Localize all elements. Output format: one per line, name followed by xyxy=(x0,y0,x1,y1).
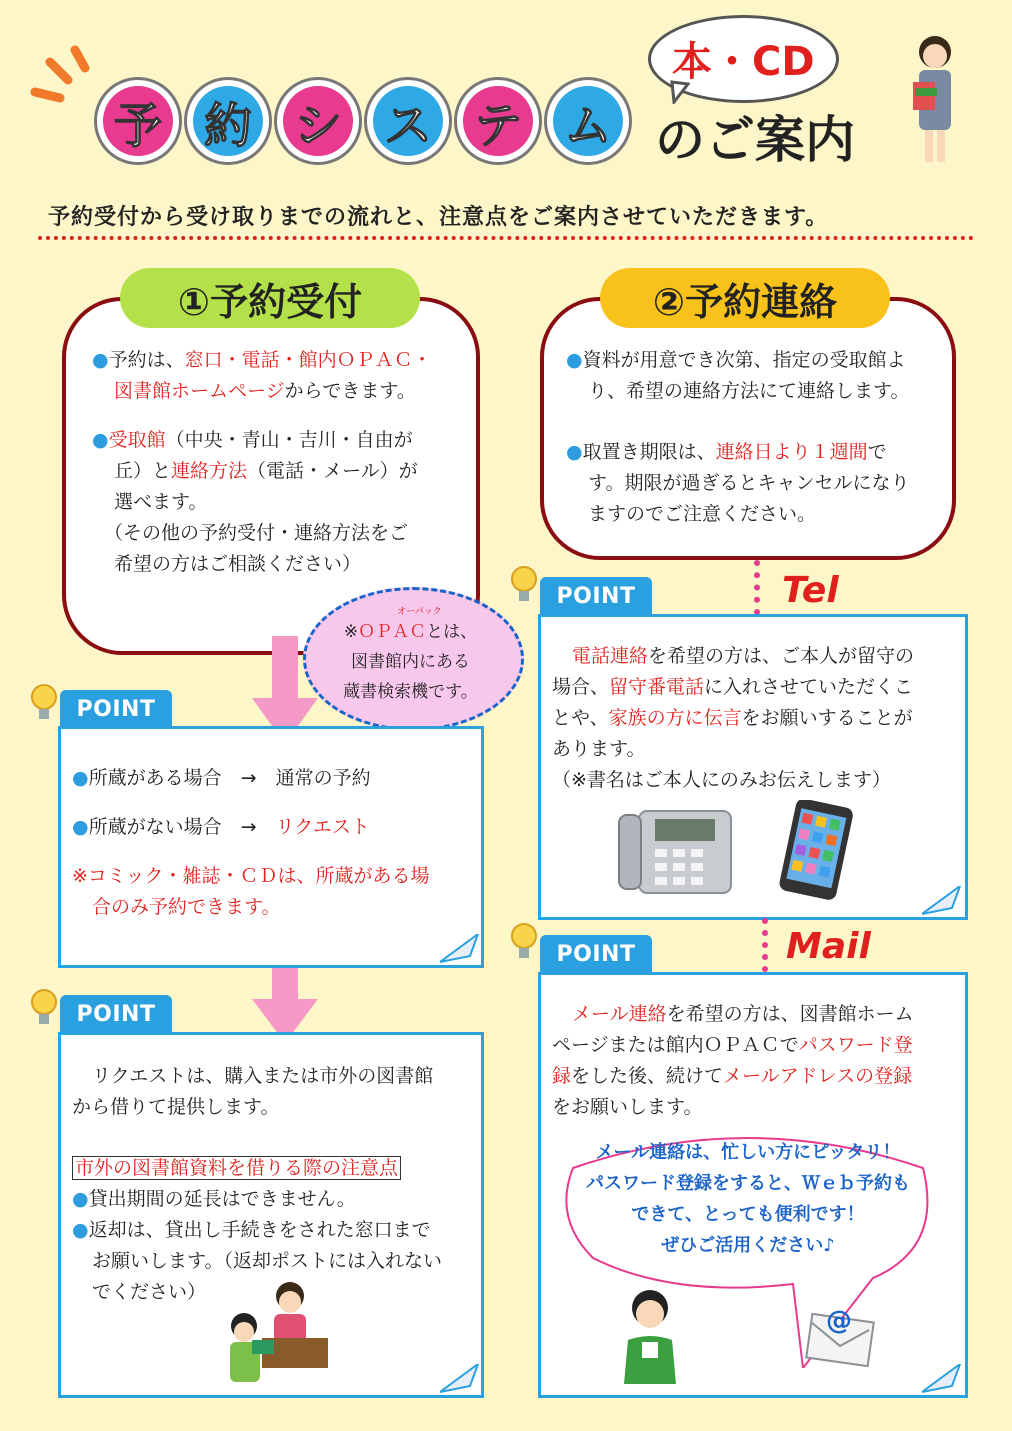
librarian-illustration xyxy=(905,30,965,170)
point1-tag: POINT xyxy=(60,690,172,728)
point2-curl xyxy=(440,1364,480,1394)
desk-phone-icon xyxy=(615,805,735,897)
point1-bulb-icon xyxy=(30,683,58,723)
mail-curl xyxy=(922,1364,962,1394)
point2-bulb-icon xyxy=(30,988,58,1028)
title-char-6: ム xyxy=(547,80,629,162)
point1-curl xyxy=(440,934,480,964)
tel-bulb-icon xyxy=(510,565,538,605)
tel-label: Tel xyxy=(782,570,839,611)
mail-tag: POINT xyxy=(540,935,652,973)
tel-curl xyxy=(922,886,962,916)
title-char-5: テ xyxy=(457,80,539,162)
point1-text: ●所蔵がある場合 → 通常の予約 ●所蔵がない場合 → リクエスト ※コミック・雑誌・ＣＤは、所蔵がある場 合のみ予約できます。 xyxy=(72,767,430,918)
point2-tag: POINT xyxy=(60,995,172,1033)
mail-speech-text: メール連絡は、忙しい方にピッタリ！ パスワード登録をすると、Ｗｅｂ予約も できて、とっても便利です！ ぜひご活用ください♪ xyxy=(586,1142,910,1256)
mail-label: Mail xyxy=(786,926,871,967)
title-burst xyxy=(30,40,100,110)
tel-dots xyxy=(754,560,766,615)
title-char-3: シ xyxy=(277,80,359,162)
counter-illustration xyxy=(222,1278,330,1388)
opac-note-text: オーパック ※ＯＰＡＣとは、 図書館内にある 蔵書検索機です。 xyxy=(343,607,478,702)
tel-tag: POINT xyxy=(540,577,652,615)
divider xyxy=(38,236,974,240)
mail-text: メール連絡を希望の方は、図書館ホーム ページまたは館内ＯＰＡＣでパスワード登 録をした後、続けてメールアドレスの登録 をお願いします。 xyxy=(552,1003,914,1118)
title-char-4: ス xyxy=(367,80,449,162)
section2-header: ②予約連絡 xyxy=(600,268,890,328)
tel-text: 電話連絡を希望の方は、ご本人が留守の 場合、留守番電話に入れさせていただくこ とや、家族の方に伝言をお願いすることが あります。 （※書名はご本人にのみお伝えします） xyxy=(552,645,915,791)
point2-text: リクエストは、購入または市外の図書館 から借りて提供します。 市外の図書館資料を借りる際の注意点 ●貸出期間の延長はできません。 ●返却は、貸出し手続きをされた窓口まで お願いします。（返却ポストには入れない でください） xyxy=(72,1065,442,1303)
title-char-2: 約 xyxy=(187,80,269,162)
title-bubble-text: 本・CD xyxy=(672,39,815,85)
section1-text: ●予約は、窓口・電話・館内ＯＰＡＣ・ 図書館ホームページからできます。 ●受取館（中央・青山・吉川・自由が 丘）と連絡方法（電話・メール）が 選べます。 （その他の予約受付・連絡方法をご 希望の方はご相談ください） xyxy=(92,349,432,575)
section2-text: ●資料が用意でき次第、指定の受取館よ り、希望の連絡方法にて連絡します。 ●取置き期限は、連絡日より１週間で す。期限が過ぎるとキャンセルになり ますのでご注意ください。 xyxy=(566,349,910,525)
mail-bulb-icon xyxy=(510,922,538,962)
staff-illustration xyxy=(620,1284,680,1384)
title-char-1: 予 xyxy=(97,80,179,162)
smartphone-icon xyxy=(775,800,855,900)
title-rest: のご案内 xyxy=(655,111,855,169)
section1-header: ①予約受付 xyxy=(120,268,420,328)
at-sign-icon: @ xyxy=(826,1306,852,1336)
mail-dots xyxy=(762,918,774,972)
subtitle: 予約受付から受け取りまでの流れと、注意点をご案内させていただきます。 xyxy=(48,205,829,230)
